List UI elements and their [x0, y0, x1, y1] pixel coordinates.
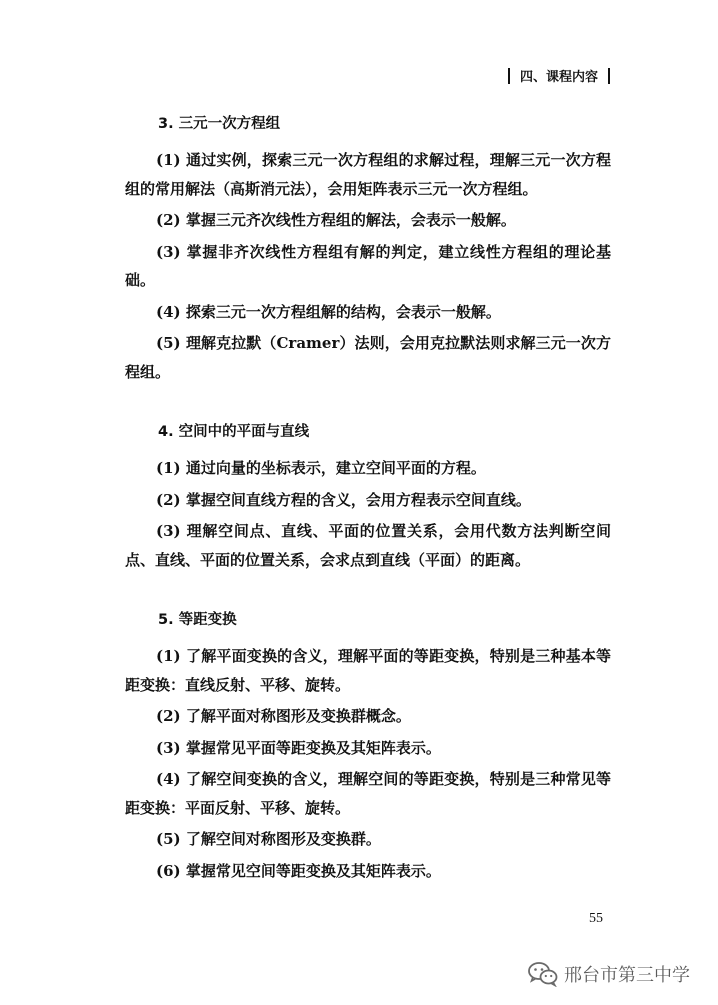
list-item: (3) 掌握常见平面等距变换及其矩阵表示。 — [156, 738, 441, 757]
list-item: (2) 了解平面对称图形及变换群概念。 — [156, 707, 411, 725]
list-item: (3) 掌握非齐次线性方程组有解的判定，建立线性方程组的理论基础。 — [125, 242, 611, 289]
list-item: (4) 了解空间变换的含义，理解空间的等距变换，特别是三种常见等距变换：平面反射、平移、旋转。 — [125, 770, 611, 817]
section-title: 4. 空间中的平面与直线 — [158, 424, 310, 440]
header-left-bar — [508, 68, 510, 84]
running-header — [508, 66, 610, 85]
list-item: (1) 通过向量的坐标表示，建立空间平面的方程。 — [156, 459, 486, 477]
watermark-text: 邢台市第三中学 — [564, 965, 690, 986]
main-content — [125, 112, 611, 919]
watermark — [528, 961, 690, 987]
page-number: 55 — [589, 911, 603, 926]
list-item: (2) 掌握三元齐次线性方程组的解法，会表示一般解。 — [156, 211, 516, 229]
header-right-bar — [608, 68, 610, 84]
section-planes-and-lines-in-space — [125, 420, 611, 574]
list-item: (2) 掌握空间直线方程的含义，会用方程表示空间直线。 — [156, 490, 531, 509]
wechat-icon — [528, 961, 558, 987]
section-title: 3. 三元一次方程组 — [158, 116, 281, 132]
list-item: (1) 了解平面变换的含义，理解平面的等距变换，特别是三种基本等距变换：直线反射、平移、旋转。 — [125, 647, 611, 694]
list-item: (5) 了解空间对称图形及变换群。 — [156, 830, 381, 848]
list-item: (1) 通过实例，探索三元一次方程组的求解过程，理解三元一次方程组的常用解法（高斯消元法），会用矩阵表示三元一次方程组。 — [125, 151, 611, 198]
header-title: 四、课程内容 — [519, 70, 598, 85]
section-title: 5. 等距变换 — [158, 612, 237, 628]
section-three-variable-linear-system — [125, 112, 611, 386]
list-item: (6) 掌握常见空间等距变换及其矩阵表示。 — [156, 861, 441, 880]
list-item: (5) 理解克拉默（Cramer）法则，会用克拉默法则求解三元一次方程组。 — [125, 334, 611, 381]
list-item: (4) 探索三元一次方程组解的结构，会表示一般解。 — [156, 302, 501, 321]
section-isometric-transformations — [125, 608, 611, 885]
list-item: (3) 理解空间点、直线、平面的位置关系，会用代数方法判断空间点、直线、平面的位置关系，会求点到直线（平面）的距离。 — [125, 522, 611, 569]
